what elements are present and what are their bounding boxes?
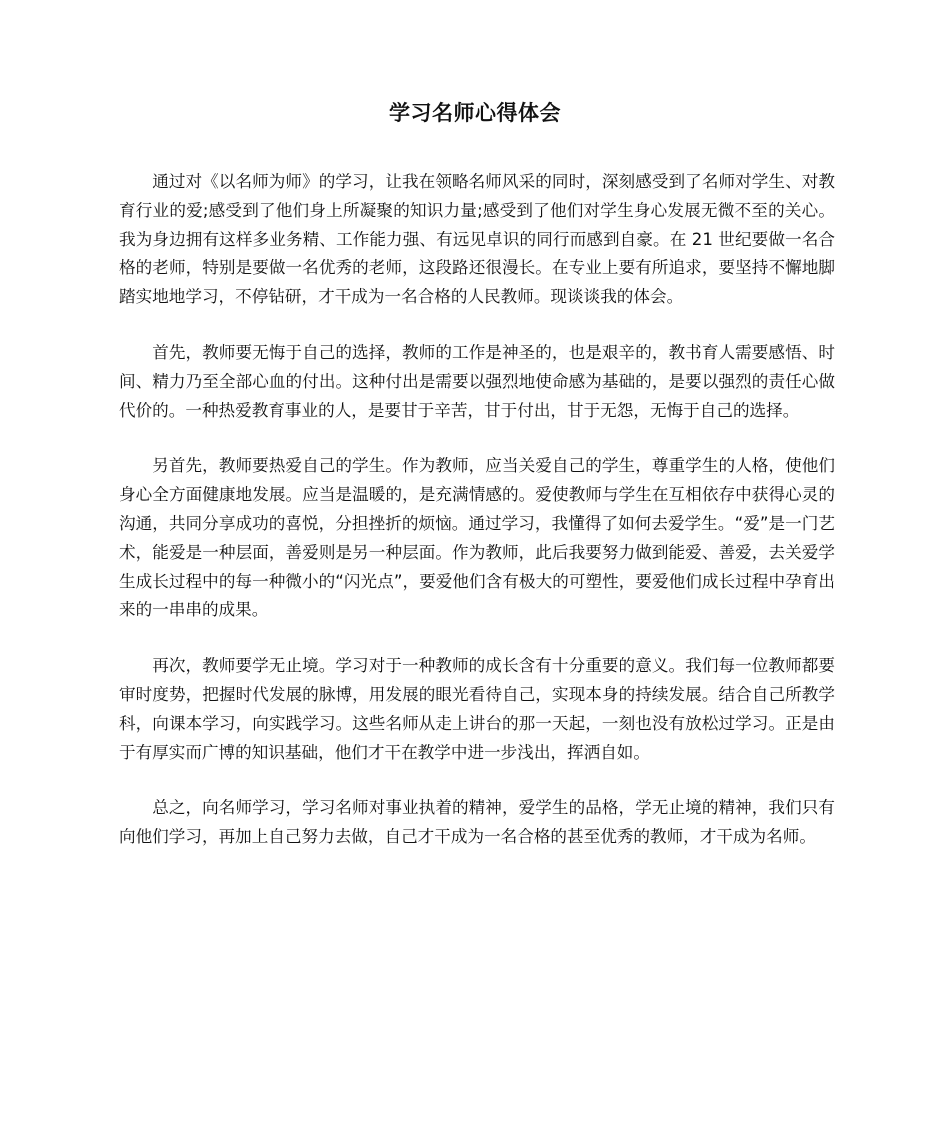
- paragraph-first-point: 首先，教师要无悔于自己的选择，教师的工作是神圣的，也是艰辛的，教书育人需要感悟、时间、精力乃至全部心血的付出。这种付出是需要以强烈地使命感为基础的，是要以强烈的责任心做代价的。一种热爱教育事业的人，是要甘于辛苦，甘于付出，甘于无怨，无悔于自己的选择。: [119, 342, 835, 420]
- paragraph-conclusion: 总之，向名师学习，学习名师对事业执着的精神，爱学生的品格，学无止境的精神，我们只有向他们学习，再加上自己努力去做，自己才干成为一名合格的甚至优秀的教师，才干成为名师。: [119, 798, 835, 847]
- paragraph-second-point: 另首先，教师要热爱自己的学生。作为教师，应当关爱自己的学生，尊重学生的人格，使他们身心全方面健康地发展。应当是温暖的，是充满情感的。爱使教师与学生在互相依存中获得心灵的沟通，共同分享成功的喜悦，分担挫折的烦恼。通过学习，我懂得了如何去爱学生。“爱”是一门艺术，能爱是一种层面，善爱则是另一种层面。作为教师，此后我要努力做到能爱、善爱，去关爱学生成长过程中的每一种微小的“闪光点”，要爱他们含有极大的可塑性，要爱他们成长过程中孕育出来的一串串的成果。: [119, 456, 835, 620]
- paragraph-third-point: 再次，教师要学无止境。学习对于一种教师的成长含有十分重要的意义。我们每一位教师都要审时度势，把握时代发展的脉博，用发展的眼光看待自己，实现本身的持续发展。结合自己所教学科，向课本学习，向实践学习。这些名师从走上讲台的那一天起，一刻也没有放松过学习。正是由于有厚实而广博的知识基础，他们才干在教学中进一步浅出，挥洒自如。: [119, 656, 835, 762]
- paragraph-intro: 通过对《以名师为师》的学习，让我在领略名师风采的同时，深刻感受到了名师对学生、对教育行业的爱;感受到了他们身上所凝聚的知识力量;感受到了他们对学生身心发展无微不至的关心。我为身边拥有这样多业务精、工作能力强、有远见卓识的同行而感到自豪。在 21 世纪要做一名合格的老师，特别是要做一名优秀的老师，这段路还很漫长。在专业上要有所追求，要坚持不懈地脚踏实地地学习，不停钻研，才干成为一名合格的人民教师。现谈谈我的体会。: [119, 172, 835, 307]
- document-body: [119, 168, 835, 879]
- document-title: 学习名师心得体会: [389, 101, 561, 125]
